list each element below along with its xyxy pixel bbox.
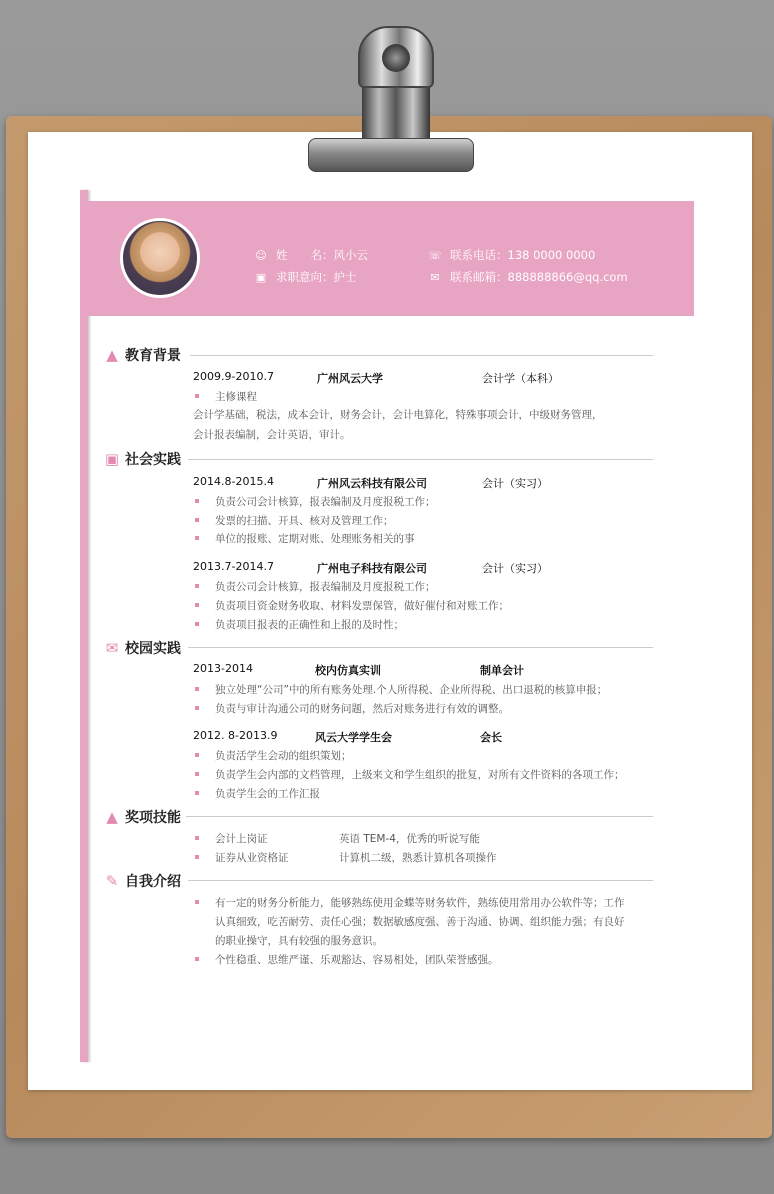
section-intro — [103, 871, 181, 891]
campus-period: 2013-2014 — [193, 662, 253, 675]
social-company: 广州风云科技有限公司 — [317, 477, 427, 490]
briefcase-icon: ▣ — [255, 270, 267, 284]
campus-period: 2012. 8-2013.9 — [193, 729, 278, 742]
phone-value: 138 0000 0000 — [507, 248, 596, 262]
section-campus — [103, 638, 181, 658]
intent-info — [254, 269, 357, 285]
list-item: 会计上岗证 — [193, 831, 268, 846]
user-icon: ☺ — [255, 248, 267, 262]
list-item: 负责项目资金财务收取、材料发票保管，做好催付和对账工作； — [193, 598, 509, 613]
section-divider — [188, 880, 653, 881]
avatar — [120, 218, 200, 298]
award-detail: 计算机二级，熟悉计算机各项操作 — [339, 852, 497, 864]
intent-value: 护士 — [333, 270, 357, 284]
list-item: 负责公司会计核算，报表编制及月度报税工作； — [193, 494, 436, 509]
social-period: 2014.8-2015.4 — [193, 475, 274, 488]
phone-info — [428, 247, 595, 263]
section-divider — [188, 459, 653, 460]
pencil-icon: ✎ — [105, 872, 119, 890]
section-social — [103, 449, 181, 469]
phone-label: 联系电话： — [450, 248, 508, 262]
list-item: 负责与审计沟通公司的财务问题，然后对账务进行有效的调整。 — [193, 701, 509, 716]
email-label: 联系邮箱： — [450, 270, 508, 284]
briefcase-icon: ▣ — [104, 450, 120, 468]
social-period: 2013.7-2014.7 — [193, 560, 274, 573]
clip-body — [362, 84, 430, 142]
name-value: 风小云 — [333, 248, 368, 262]
social-company: 广州电子科技有限公司 — [317, 562, 427, 575]
email-icon: ✉ — [430, 270, 440, 284]
intro-line: 认真细致，吃苦耐劳、责任心强；数据敏感度强、善于沟通、协调、组织能力强；有良好 — [215, 916, 625, 928]
phone-icon: ☏ — [428, 248, 442, 262]
intent-label: 求职意向： — [276, 270, 334, 284]
list-item: 有一定的财务分析能力，能够熟练使用金蝶等财务软件，熟练使用常用办公软件等；工作 — [193, 895, 625, 910]
campus-role: 会长 — [480, 731, 502, 744]
intro-line: 的职业操守，具有较强的服务意识。 — [215, 935, 383, 947]
social-role: 会计（实习） — [482, 562, 548, 575]
name-label: 姓 名： — [276, 248, 334, 262]
list-item: 单位的报账、定期对账、处理账务相关的事 — [193, 531, 415, 546]
section-awards — [103, 807, 181, 827]
section-title: 自我介绍 — [125, 874, 181, 890]
list-item: 个性稳重、思维严谨、乐观豁达、容易相处，团队荣誉感强。 — [193, 952, 499, 967]
section-title: 奖项技能 — [125, 810, 181, 826]
campus-org: 风云大学学生会 — [315, 731, 392, 744]
section-title: 校园实践 — [125, 641, 181, 657]
section-title: 教育背景 — [125, 348, 181, 364]
list-item: 负责学生会的工作汇报 — [193, 786, 320, 801]
social-role: 会计（实习） — [482, 477, 548, 490]
list-item: 负责公司会计核算，报表编制及月度报税工作； — [193, 579, 436, 594]
section-divider — [190, 355, 653, 356]
section-divider — [188, 647, 653, 648]
email-value: 888888866@qq.com — [507, 270, 628, 284]
section-education — [103, 345, 181, 365]
name-info — [254, 247, 368, 263]
list-item: 负责活学生会动的组织策划； — [193, 748, 352, 763]
list-item: 独立处理“公司”中的所有账务处理.个人所得税、企业所得税、出口退税的核算申报； — [193, 682, 607, 697]
education-period: 2009.9-2010.7 — [193, 370, 274, 383]
clip-hole — [382, 44, 410, 72]
list-item: 负责项目报表的正确性和上报的及时性； — [193, 617, 404, 632]
clip-base — [308, 138, 474, 172]
section-title: 社会实践 — [125, 452, 181, 468]
list-item: 主修课程 — [193, 389, 257, 404]
education-major: 会计学（本科） — [482, 372, 559, 385]
education-school: 广州风云大学 — [317, 372, 383, 385]
list-item: 发票的扫描、开具、核对及管理工作； — [193, 513, 394, 528]
section-divider — [186, 816, 653, 817]
graduation-cap-icon: ▲ — [106, 346, 118, 364]
campus-org: 校内仿真实训 — [315, 664, 381, 677]
courses-line: 会计学基础，税法，成本会计，财务会计，会计电算化，特殊事项会计，中级财务管理， — [193, 409, 603, 421]
sidebar-accent-line — [80, 190, 88, 1062]
flask-icon: ▲ — [106, 808, 118, 826]
envelope-icon: ✉ — [105, 639, 119, 657]
list-item: 负责学生会内部的文档管理，上级来文和学生组织的批复，对所有文件资料的各项工作； — [193, 767, 625, 782]
email-info — [428, 269, 628, 285]
campus-role: 制单会计 — [480, 664, 524, 677]
courses-line: 会计报表编制，会计英语，审计。 — [193, 429, 351, 441]
list-item: 证券从业资格证 — [193, 850, 289, 865]
award-detail: 英语 TEM-4，优秀的听说写能 — [339, 833, 480, 845]
